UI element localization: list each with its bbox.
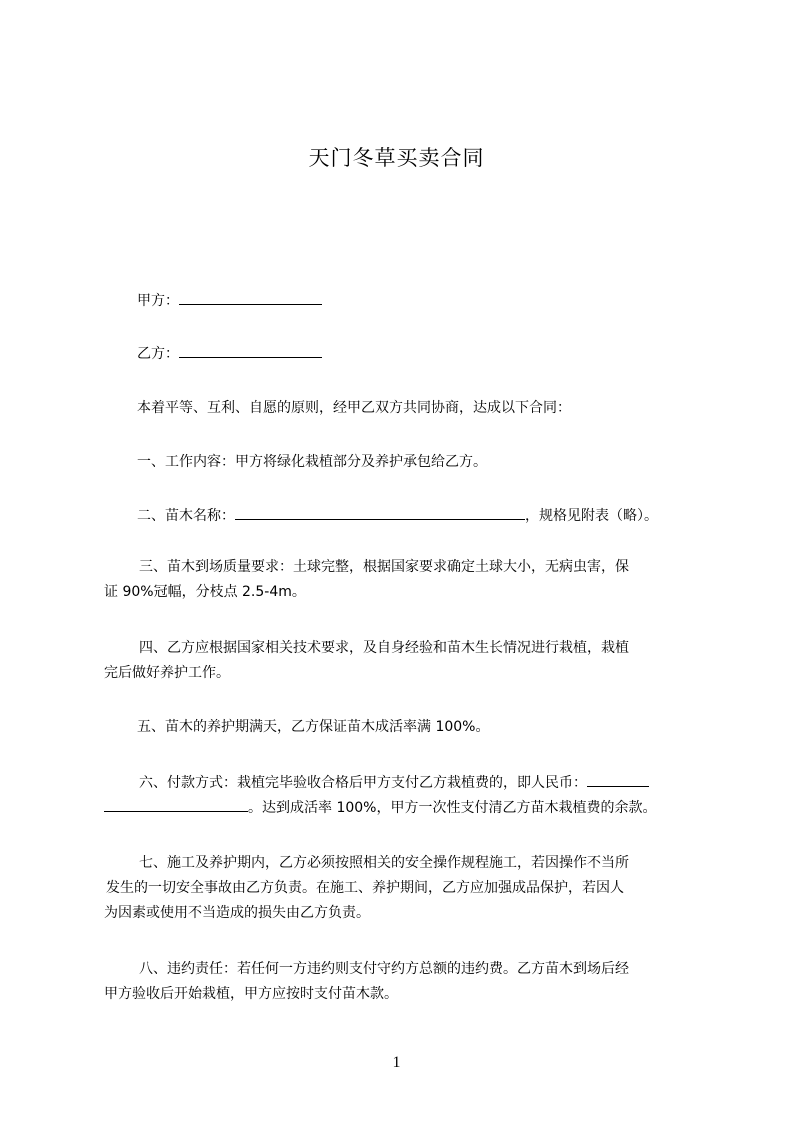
party-a-blank xyxy=(179,288,322,305)
page-number: 1 xyxy=(392,1054,401,1071)
clause-6-text-2: 。达到成活率 100%，甲方一次性支付清乙方苗木栽植费的余款。 xyxy=(248,800,657,816)
party-b-blank xyxy=(179,341,322,358)
clause-4-line-1: 四、乙方应根据国家相关技术要求，及自身经验和苗木生长情况进行栽植，栽植 xyxy=(139,640,629,656)
clause-6-text: 六、付款方式：栽植完毕验收合格后甲方支付乙方栽植费的，即人民币： xyxy=(139,775,587,791)
document-title: 天门冬草买卖合同 xyxy=(308,146,485,170)
intro-paragraph: 本着平等、互利、自愿的原则，经甲乙双方共同协商，达成以下合同： xyxy=(137,400,571,416)
clause-6-line-2 xyxy=(104,795,704,821)
clause-3-line-2: 证 90%冠幅，分枝点 2.5-4m。 xyxy=(104,584,306,600)
clause-8-line-1: 八、违约责任：若任何一方违约则支付守约方总额的违约费。乙方苗木到场后经 xyxy=(139,961,629,977)
clause-8-line-2: 甲方验收后开始栽植，甲方应按时支付苗木款。 xyxy=(104,986,398,1002)
party-a-label: 甲方： xyxy=(137,293,179,309)
party-b-label: 乙方： xyxy=(137,346,179,362)
clause-2-suffix: ，规格见附表（略）。 xyxy=(525,508,658,524)
payment-blank-1 xyxy=(587,770,649,787)
clause-4-line-2: 完后做好养护工作。 xyxy=(104,665,230,681)
clause-7-line-3: 为因素或使用不当造成的损失由乙方负责。 xyxy=(104,905,370,921)
clause-7-line-2: 发生的一切安全事故由乙方负责。在施工、养护期间，乙方应加强成品保护，若因人 xyxy=(106,880,624,896)
payment-blank-2 xyxy=(104,795,248,812)
party-b-line xyxy=(137,341,737,367)
clause-1: 一、工作内容：甲方将绿化栽植部分及养护承包给乙方。 xyxy=(137,454,487,470)
clause-2-label: 二、苗木名称： xyxy=(137,508,235,524)
clause-7-line-1: 七、施工及养护期内，乙方必须按照相关的安全操作规程施工，若因操作不当所 xyxy=(139,855,629,871)
clause-2 xyxy=(137,503,737,529)
party-a-line xyxy=(137,288,737,314)
clause-3-line-1: 三、苗木到场质量要求：土球完整，根据国家要求确定土球大小，无病虫害，保 xyxy=(139,559,629,575)
clause-6-line-1 xyxy=(139,770,739,796)
clause-5: 五、苗木的养护期满天，乙方保证苗木成活率满 100%。 xyxy=(137,719,490,735)
seedling-name-blank xyxy=(235,503,525,520)
